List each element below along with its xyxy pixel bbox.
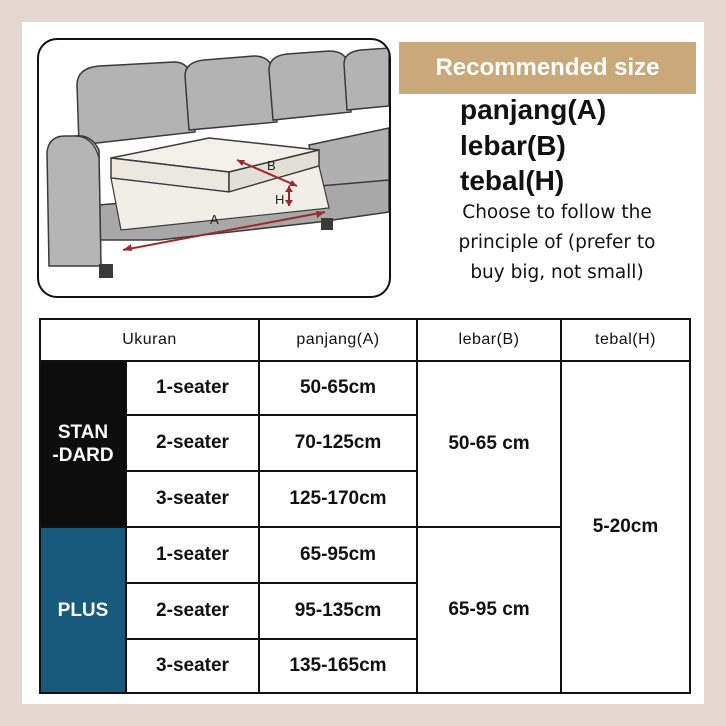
note-line: buy big, not small) [470,262,644,283]
header-lebar: lebar(B) [416,318,562,362]
header-ukuran: Ukuran [39,318,260,362]
group-plus: PLUS [39,526,127,694]
tebal-cell: 5-20cm [560,360,691,694]
panjang-cell: 65-95cm [258,526,418,584]
panjang-cell: 70-125cm [258,414,418,472]
note-line: principle of (prefer to [458,232,656,253]
recommended-size-badge: Recommended size [399,42,696,94]
panjang-cell: 50-65cm [258,360,418,416]
lebar-standard-cell: 50-65 cm [416,360,562,528]
header-tebal: tebal(H) [560,318,691,362]
group-standard-line1: STAN [57,422,109,443]
label-b: B [267,158,276,173]
seater-cell: 1-seater [125,360,260,416]
seater-cell: 2-seater [125,582,260,640]
panjang-cell: 135-165cm [258,638,418,694]
panjang-cell: 95-135cm [258,582,418,640]
note-line: Choose to follow the [462,202,652,223]
group-standard-line2: -DARD [52,445,114,466]
seater-cell: 3-seater [125,638,260,694]
label-h: H [275,192,285,207]
product-card [22,22,704,704]
seater-cell: 2-seater [125,414,260,472]
seater-cell: 1-seater [125,526,260,584]
dimension-tebal: tebal(H) [460,165,565,196]
dimension-lebar: lebar(B) [460,130,566,161]
size-advice-note [422,198,692,288]
panjang-cell: 125-170cm [258,470,418,528]
group-standard [39,360,127,528]
lebar-plus-cell: 65-95 cm [416,526,562,694]
header-panjang: panjang(A) [258,318,418,362]
seater-cell: 3-seater [125,470,260,528]
dimension-panjang: panjang(A) [460,94,607,125]
sofa-illustration [37,38,391,298]
label-a: A [210,212,219,227]
